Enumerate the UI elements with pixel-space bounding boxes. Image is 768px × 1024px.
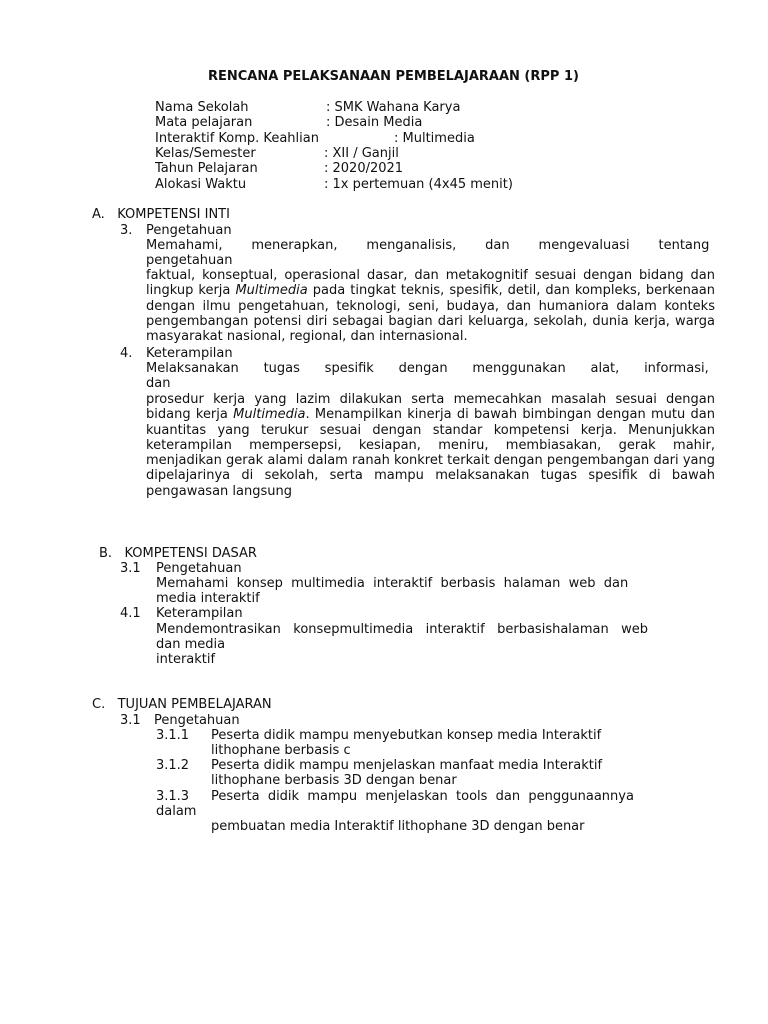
text-run: pada tingkat teknis, spesifik, detil, dan kompleks, berkenaan dengan ilmu pengetahuan, teknologi, seni, budaya, dan humaniora dalam konteks pengembangan potensi diri sebagai bagian dari keluarga, sekolah, dunia kerja, warga masyarakat nasional, regional, dan internasional. (146, 283, 715, 345)
objective-line: lithophane berbasis c (211, 743, 351, 758)
text-run: faktual, konseptual, operasional dasar, dan metakognitif sesuai dengan bidang dan lingkup kerja (146, 268, 715, 299)
paragraph-keterampilan (146, 392, 715, 499)
text-run: . Menampilkan kinerja di bawah bimbingan dengan mutu dan kuantitas yang terukur sesuai dengan standar kompetensi kerja. Menunjukkan keterampilan mempersepsi, kesiapan, meniru, membiasakan, gerak mahir, menjadikan gerak alami dalam ranah konkret terkait dengan pengembangan dari yang dipelajarinya di sekolah, serta mampu melaksanakan tugas spesifik di bawah pengawasan langsung (146, 407, 715, 499)
item-number: 3. (120, 223, 133, 238)
identity-label: Interaktif Komp. Keahlian (155, 131, 319, 146)
identity-value: : 1x pertemuan (4x45 menit) (324, 177, 513, 192)
identity-label: Alokasi Waktu (155, 177, 247, 192)
item-label: Pengetahuan (156, 561, 242, 576)
paragraph-line: Memahami, menerapkan, menganalisis, dan mengevaluasi tentang (146, 238, 710, 253)
identity-value: : 2020/2021 (324, 161, 404, 176)
identity-label: Nama Sekolah (155, 100, 249, 115)
objective-number: 3.1.3 (156, 789, 190, 804)
identity-label: Kelas/Semester (155, 146, 256, 161)
item-number: 4. (120, 346, 133, 361)
emphasis-text: Multimedia (233, 407, 306, 423)
document-title: RENCANA PELAKSANAAN PEMBELAJARAAN (RPP 1) (208, 69, 579, 84)
section-heading: C. TUJUAN PEMBELAJARAN (92, 697, 272, 712)
objective-line: Peserta didik mampu menjelaskan manfaat media Interaktif (211, 758, 603, 773)
objective-line: Peserta didik mampu menjelaskan tools dan penggunaannya (211, 789, 634, 804)
item-label: Keterampilan (146, 346, 233, 361)
paragraph-pengetahuan (146, 268, 715, 344)
objective-line: Peserta didik mampu menyebutkan konsep media Interaktif (211, 728, 602, 743)
paragraph-line: Melaksanakan tugas spesifik dengan menggunakan alat, informasi, (146, 361, 709, 376)
item-number: 3.1 (120, 561, 141, 576)
identity-value: : Desain Media (326, 115, 423, 130)
section-heading: A. KOMPETENSI INTI (92, 207, 230, 222)
paragraph-line: media interaktif (156, 591, 260, 606)
identity-label: Tahun Pelajaran (155, 161, 258, 176)
paragraph-line: dan media (156, 637, 226, 652)
objective-line: pembuatan media Interaktif lithophane 3D dengan benar (211, 819, 585, 834)
item-label: Pengetahuan (154, 713, 240, 728)
identity-value: : Multimedia (394, 131, 475, 146)
objective-line: lithophane berbasis 3D dengan benar (211, 773, 457, 788)
item-label: Keterampilan (156, 606, 243, 621)
paragraph-line: Mendemontrasikan konsepmultimedia interaktif berbasishalaman web (156, 622, 649, 637)
item-label: Pengetahuan (146, 223, 232, 238)
item-number: 3.1 (120, 713, 141, 728)
section-heading: B. KOMPETENSI DASAR (99, 546, 257, 561)
objective-line: dalam (156, 804, 197, 819)
paragraph-line: Memahami konsep multimedia interaktif berbasis halaman web dan (156, 576, 629, 591)
text-run: prosedur kerja yang lazim dilakukan serta memecahkan masalah sesuai dengan bidang kerja (146, 392, 715, 423)
paragraph-line: pengetahuan (146, 253, 233, 268)
identity-value: : XII / Ganjil (324, 146, 399, 161)
identity-label: Mata pelajaran (155, 115, 253, 130)
paragraph-line: interaktif (156, 652, 216, 667)
emphasis-text: Multimedia (235, 283, 308, 299)
objective-number: 3.1.1 (156, 728, 190, 743)
paragraph-line: dan (146, 376, 171, 391)
identity-value: : SMK Wahana Karya (326, 100, 461, 115)
objective-number: 3.1.2 (156, 758, 190, 773)
item-number: 4.1 (120, 606, 141, 621)
